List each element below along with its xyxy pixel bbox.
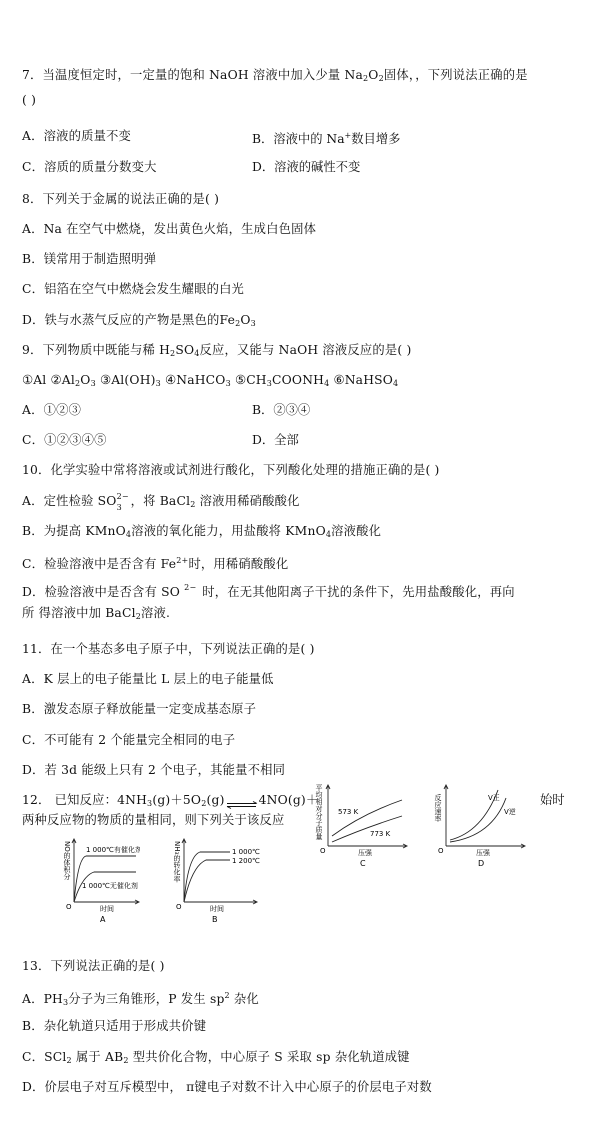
- q11-stem: 11．在一个基态多电子原子中，下列说法正确的是( ): [22, 642, 315, 656]
- figa-curve1-label: 1 000℃有催化剂: [86, 846, 140, 854]
- q13-option-b: B．杂化轨道只适用于形成共价键: [22, 1019, 207, 1033]
- figa-origin: O: [66, 903, 72, 911]
- figd-curve1-label: V正: [488, 794, 500, 802]
- figd-origin: O: [438, 847, 444, 855]
- figc-ylabel: 平均相对分子质量: [315, 784, 323, 840]
- q7-stem: 7．当温度恒定时，一定量的饱和 NaOH 溶液中加入少量 $Na_2O_2$固体，，下列说法正确的是: [22, 68, 528, 83]
- q9-stem: 9．下列物质中既能与稀 $H_2SO_4$反应，又能与 NaOH 溶液反应的是( ): [22, 343, 412, 358]
- figc-letter: C: [360, 859, 366, 868]
- figd-ylabel: 反应速率: [434, 794, 442, 822]
- q8-option-c: C．铝箔在空气中燃烧会发生耀眼的白光: [22, 282, 245, 296]
- q10-option-d-cont: 所 得溶液中加 BaCl$_2$溶液.: [22, 606, 171, 621]
- figc-curve1-label: 573 K: [338, 808, 359, 816]
- q10-option-c: C．检验溶液中是否含有 $Fe^{2+}$时，用稀硝酸酸化: [22, 556, 289, 571]
- q10-stem: 10．化学实验中常将溶液或试剂进行酸化，下列酸化处理的措施正确的是( ): [22, 463, 440, 477]
- figure-d: [432, 780, 532, 872]
- figd-curve2-label: V逆: [504, 808, 516, 816]
- q11-option-a: A．K 层上的电子能量比 L 层上的电子能量低: [22, 672, 274, 686]
- figc-xlabel: 压强: [358, 849, 372, 857]
- q13-option-d: D．价层电子对互斥模型中， π键电子对数不计入中心原子的价层电子对数: [22, 1080, 432, 1094]
- figb-origin: O: [176, 903, 182, 911]
- figd-letter: D: [478, 859, 485, 868]
- q11-option-d: D．若 3d 能级上只有 2 个电子，其能量不相同: [22, 763, 286, 777]
- q7-option-d: D．溶液的碱性不变: [252, 160, 361, 174]
- figure-b: [170, 836, 260, 928]
- q12-stem-tail: 始时: [540, 793, 565, 807]
- q8-stem: 8．下列关于金属的说法正确的是( ): [22, 192, 220, 206]
- q8-option-b: B．镁常用于制造照明弹: [22, 252, 157, 266]
- q9-option-c: C．①②③④⑤: [22, 433, 107, 447]
- q13-option-c: C．SCl$_2$ 属于 $AB_2$ 型共价化合物，中心原子 S 采取 sp 杂化轨道成键: [22, 1050, 410, 1065]
- figb-xlabel: 时间: [210, 905, 224, 913]
- q7-paren: ( ): [22, 93, 37, 107]
- q8-option-d: D．铁与水蒸气反应的产物是黑色的$Fe_2O_3$: [22, 313, 256, 328]
- figb-ylabel: NH₃的转化率: [173, 841, 181, 883]
- q10-option-a: A．定性检验 SO 2− 3 ，将 BaCl$_2$ 溶液用稀硝酸酸化: [22, 492, 300, 512]
- q9-option-a: A．①②③: [22, 403, 82, 417]
- q13-option-a: A．$PH_3$分子为三角锥形，P 发生 $sp^2$ 杂化: [22, 991, 259, 1007]
- q7-option-b: B．溶液中的 Na+数目增多: [252, 131, 401, 146]
- q10-option-b: B．为提高 KMnO$_4$溶液的氧化能力，用盐酸将 KMnO$_4$溶液酸化: [22, 524, 382, 539]
- figc-curve2-label: 773 K: [370, 830, 391, 838]
- q9-option-b: B．②③④: [252, 403, 311, 417]
- figb-curve1-label: 1 000℃: [232, 848, 260, 856]
- equilibrium-arrow-icon: [226, 797, 258, 805]
- q7-option-a: A．溶液的质量不变: [22, 129, 132, 143]
- q13-stem: 13．下列说法正确的是( ): [22, 959, 165, 973]
- figa-ylabel: NO的体积分: [63, 841, 71, 880]
- q8-option-a: A．Na 在空气中燃烧，发出黄色火焰，生成白色固体: [22, 222, 317, 236]
- figa-curve2-label: 1 000℃无催化剂: [82, 882, 138, 890]
- figd-xlabel: 压强: [476, 849, 490, 857]
- q9-items: ①Al $②Al_2O_3$ $③Al(OH)_3$ ④NaHCO$_3$ $⑤CH_3COONH_4$ ⑥NaHSO$_4$: [22, 373, 399, 388]
- figa-letter: A: [100, 915, 106, 924]
- figb-letter: B: [212, 915, 218, 924]
- q10-option-d: D．检验溶液中是否含有 SO 2− 时，在无其他阳离子干扰的条件下，先用盐酸酸化，再向: [22, 583, 515, 599]
- figure-a: [60, 836, 140, 928]
- figc-origin: O: [320, 847, 326, 855]
- figure-c: [312, 780, 412, 872]
- q11-option-b: B．激发态原子释放能量一定变成基态原子: [22, 702, 257, 716]
- q11-option-c: C．不可能有 2 个能量完全相同的电子: [22, 733, 236, 747]
- q12-stem: 12． 已知反应：$4NH_3(g)+5O_2(g)$ 4NO(g)＋: [22, 793, 319, 808]
- q9-option-d: D．全部: [252, 433, 299, 447]
- figb-curve2-label: 1 200℃: [232, 857, 260, 865]
- q7-option-c: C．溶质的质量分数变大: [22, 160, 157, 174]
- figa-xlabel: 时间: [100, 905, 114, 913]
- q12-stem-line2: 两种反应物的物质的量相同，则下列关于该反应: [22, 813, 285, 827]
